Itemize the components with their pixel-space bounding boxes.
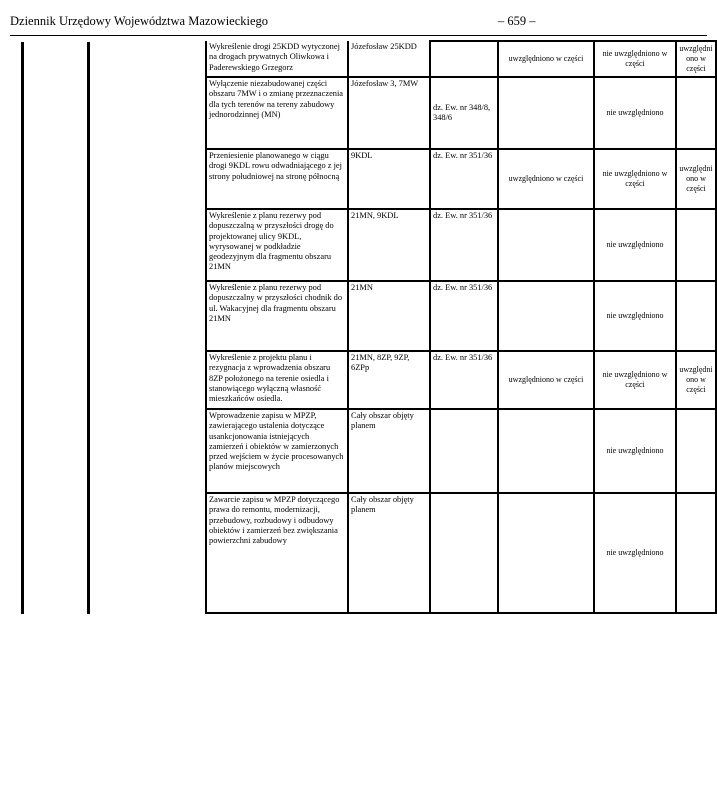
decision-c [676, 493, 716, 613]
decision-a [498, 493, 594, 613]
remark-place: 21MN, 9KDL [348, 209, 430, 281]
decision-b: nie uwzględniono [594, 409, 676, 493]
decision-c: uwzględniono w części [676, 351, 716, 409]
table-row [206, 351, 716, 409]
remark-place: 9KDL [348, 149, 430, 209]
table-column-border-left [21, 42, 24, 614]
decision-b: nie uwzględniono [594, 209, 676, 281]
remark-plot [430, 409, 498, 493]
decision-b: nie uwzględniono [594, 77, 676, 149]
page-number: – 659 – [498, 14, 536, 28]
table-column-border-second [87, 42, 90, 614]
decision-c [676, 409, 716, 493]
decision-a: uwzględniono w części [498, 351, 594, 409]
decision-a [498, 77, 594, 149]
decision-c [676, 209, 716, 281]
remark-description: Przeniesienie planowanego w ciągu drogi 9KDL rowu odwadniającego z jej strony południowej na stronę północną [206, 149, 348, 209]
decision-a: uwzględniono w części [498, 149, 594, 209]
remark-plot: dz. Ew. nr 348/8, 348/6 [430, 77, 498, 149]
decision-b: nie uwzględniono w części [594, 149, 676, 209]
remark-plot: dz. Ew. nr 351/36 [430, 149, 498, 209]
remark-plot: dz. Ew. nr 351/36 [430, 209, 498, 281]
decision-a [498, 209, 594, 281]
table-row [206, 77, 716, 149]
decision-b: nie uwzględniono w części [594, 351, 676, 409]
remark-description: Wykreślenie z projektu planu i rezygnacja z wprowadzenia obszaru 8ZP położonego na terenie osiedla i stanowiącego wyłączną własność mieszkańców osiedla. [206, 351, 348, 409]
remark-description: Wprowadzenie zapisu w MPZP, zawierającego ustalenia dotyczące usankcjonowania istniejących zamierzeń i obiektów w zamierzonych przed wejściem w życie procesowanych planów miejscowych [206, 409, 348, 493]
table-row [206, 409, 716, 493]
remark-description: Wykreślenie drogi 25KDD wytyczonej na drogach prywatnych Oliwkowa i Paderewskiego Grzegorz [206, 41, 348, 77]
journal-title: Dziennik Urzędowy Województwa Mazowieckiego [10, 14, 269, 28]
header-divider [10, 35, 707, 36]
decision-a [498, 409, 594, 493]
decision-c [676, 281, 716, 351]
remark-description: Wykreślenie z planu rezerwy pod dopuszczalny w przyszłości chodnik do ul. Wakacyjnej dla fragmentu obszaru 21MN [206, 281, 348, 351]
decision-a [498, 281, 594, 351]
remark-place: Józefosław 3, 7MW [348, 77, 430, 149]
table-row [206, 493, 716, 613]
remark-description: Wyłączenie niezabudowanej części obszaru 7MW i o zmianę przeznaczenia dla tych terenów na tereny zabudowy jednorodzinnej (MN) [206, 77, 348, 149]
decision-a: uwzględniono w części [498, 41, 594, 77]
table-row [206, 41, 716, 77]
remark-plot: dz. Ew. nr 351/36 [430, 351, 498, 409]
remarks-table [205, 40, 717, 614]
remark-plot [430, 41, 498, 77]
remark-place: Cały obszar objęty planem [348, 409, 430, 493]
remark-place: 21MN [348, 281, 430, 351]
remark-place: 21MN, 8ZP, 9ZP, 6ZPp [348, 351, 430, 409]
remark-plot [430, 493, 498, 613]
remark-description: Wykreślenie z planu rezerwy pod dopuszczalną w przyszłości drogę do projektowanej ulicy 9KDL, wyrysowanej w podkładzie geodezyjnym dla fragmentu obszaru 21MN [206, 209, 348, 281]
decision-c: uwzględniono w części [676, 149, 716, 209]
decision-b: nie uwzględniono [594, 493, 676, 613]
remark-description: Zawarcie zapisu w MPZP dotyczącego prawa do remontu, modernizacji, przebudowy, rozbudowy i odbudowy obiektów i zamierzeń bez zwiększania powierzchni zabudowy [206, 493, 348, 613]
decision-c: uwzględniono w części [676, 41, 716, 77]
remark-place: Cały obszar objęty planem [348, 493, 430, 613]
decision-b: nie uwzględniono w części [594, 41, 676, 77]
remark-plot: dz. Ew. nr 351/36 [430, 281, 498, 351]
table-row [206, 149, 716, 209]
table-row [206, 209, 716, 281]
remark-place: Józefosław 25KDD [348, 41, 430, 77]
decision-b: nie uwzględniono [594, 281, 676, 351]
table-row [206, 281, 716, 351]
decision-c [676, 77, 716, 149]
